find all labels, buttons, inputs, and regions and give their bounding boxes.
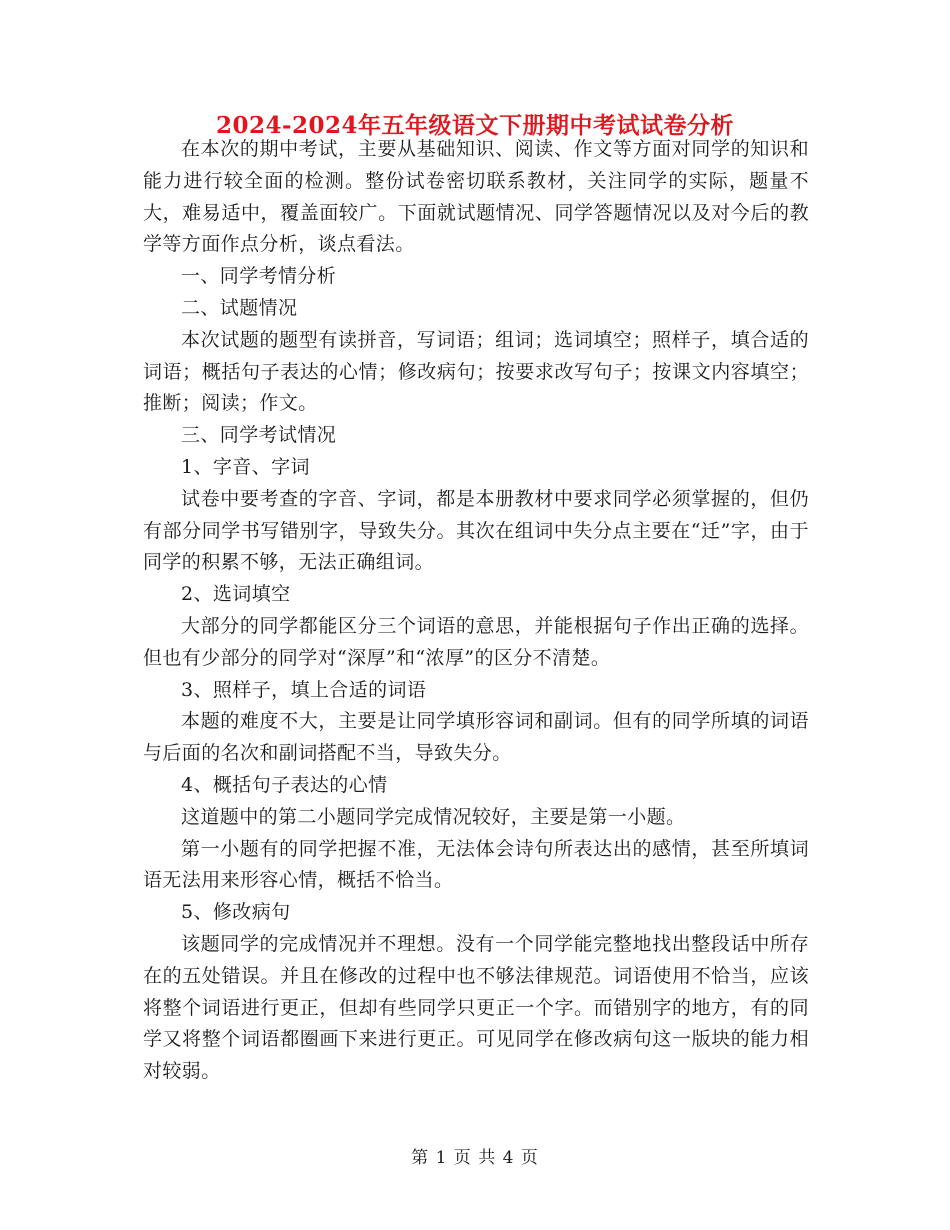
paragraph-sentence-correction: 该题同学的完成情况并不理想。没有一个同学能完整地找出整段话中所存在的五处错误。并且在修改的过程中也不够法律规范。词语使用不恰当，应该将整个词语进行更正，但却有些同学只更正一个字。而错别字的地方，有的同学又将整个词语都圈画下来进行更正。可见同学在修改病句这一版块的能力相对较弱。: [143, 932, 809, 1083]
page-number-footer: 第 1 页 共 4 页: [411, 1148, 539, 1168]
subheading-pronunciation-words: 1、字音、字词: [181, 455, 310, 478]
paragraph-question-types: 本次试题的题型有读拼音，写词语；组词；选词填空；照样子，填合适的词语；概括句子表达的心情；修改病句；按要求改写句子；按课文内容填空；推断；阅读；作文。: [143, 328, 809, 415]
paragraph-pronunciation-words: 试卷中要考查的字音、字词，都是本册教材中要求同学必须掌握的，但仍有部分同学书写错别字，导致失分。其次在组词中失分点主要在“迁”字，由于同学的积累不够，无法正确组词。: [143, 487, 809, 574]
section-heading-exam-performance: 三、同学考试情况: [181, 424, 337, 447]
document-body: [143, 134, 809, 1088]
subheading-sentence-emotion: 4、概括句子表达的心情: [181, 773, 388, 796]
paragraph-word-choice: 大部分的同学都能区分三个词语的意思，并能根据句子作出正确的选择。但也有少部分的同学对“深厚”和“浓厚”的区分不清楚。: [143, 614, 809, 669]
document-title: 2024-2024年五年级语文下册期中考试试卷分析: [215, 112, 735, 139]
section-heading-student-analysis: 一、同学考情分析: [181, 265, 337, 288]
paragraph-sentence-emotion-2: 第一小题有的同学把握不准，无法体会诗句所表达出的感情，甚至所填词语无法用来形容心情，概括不恰当。: [143, 837, 809, 892]
paragraph-intro: 在本次的期中考试，主要从基础知识、阅读、作文等方面对同学的知识和能力进行较全面的检测。整份试卷密切联系教材，关注同学的实际，题量不大，难易适中，覆盖面较广。下面就试题情况、同学答题情况以及对今后的教学等方面作点分析，谈点看法。: [143, 138, 809, 256]
subheading-sentence-correction: 5、修改病句: [181, 901, 291, 924]
subheading-word-choice: 2、选词填空: [181, 583, 291, 606]
paragraph-fill-words: 本题的难度不大，主要是让同学填形容词和副词。但有的同学所填的词语与后面的名次和副词搭配不当，导致失分。: [143, 710, 809, 765]
section-heading-question-overview: 二、试题情况: [181, 296, 298, 319]
paragraph-sentence-emotion-1: 这道题中的第二小题同学完成情况较好，主要是第一小题。: [181, 805, 686, 828]
subheading-fill-words: 3、照样子，填上合适的词语: [181, 678, 427, 701]
